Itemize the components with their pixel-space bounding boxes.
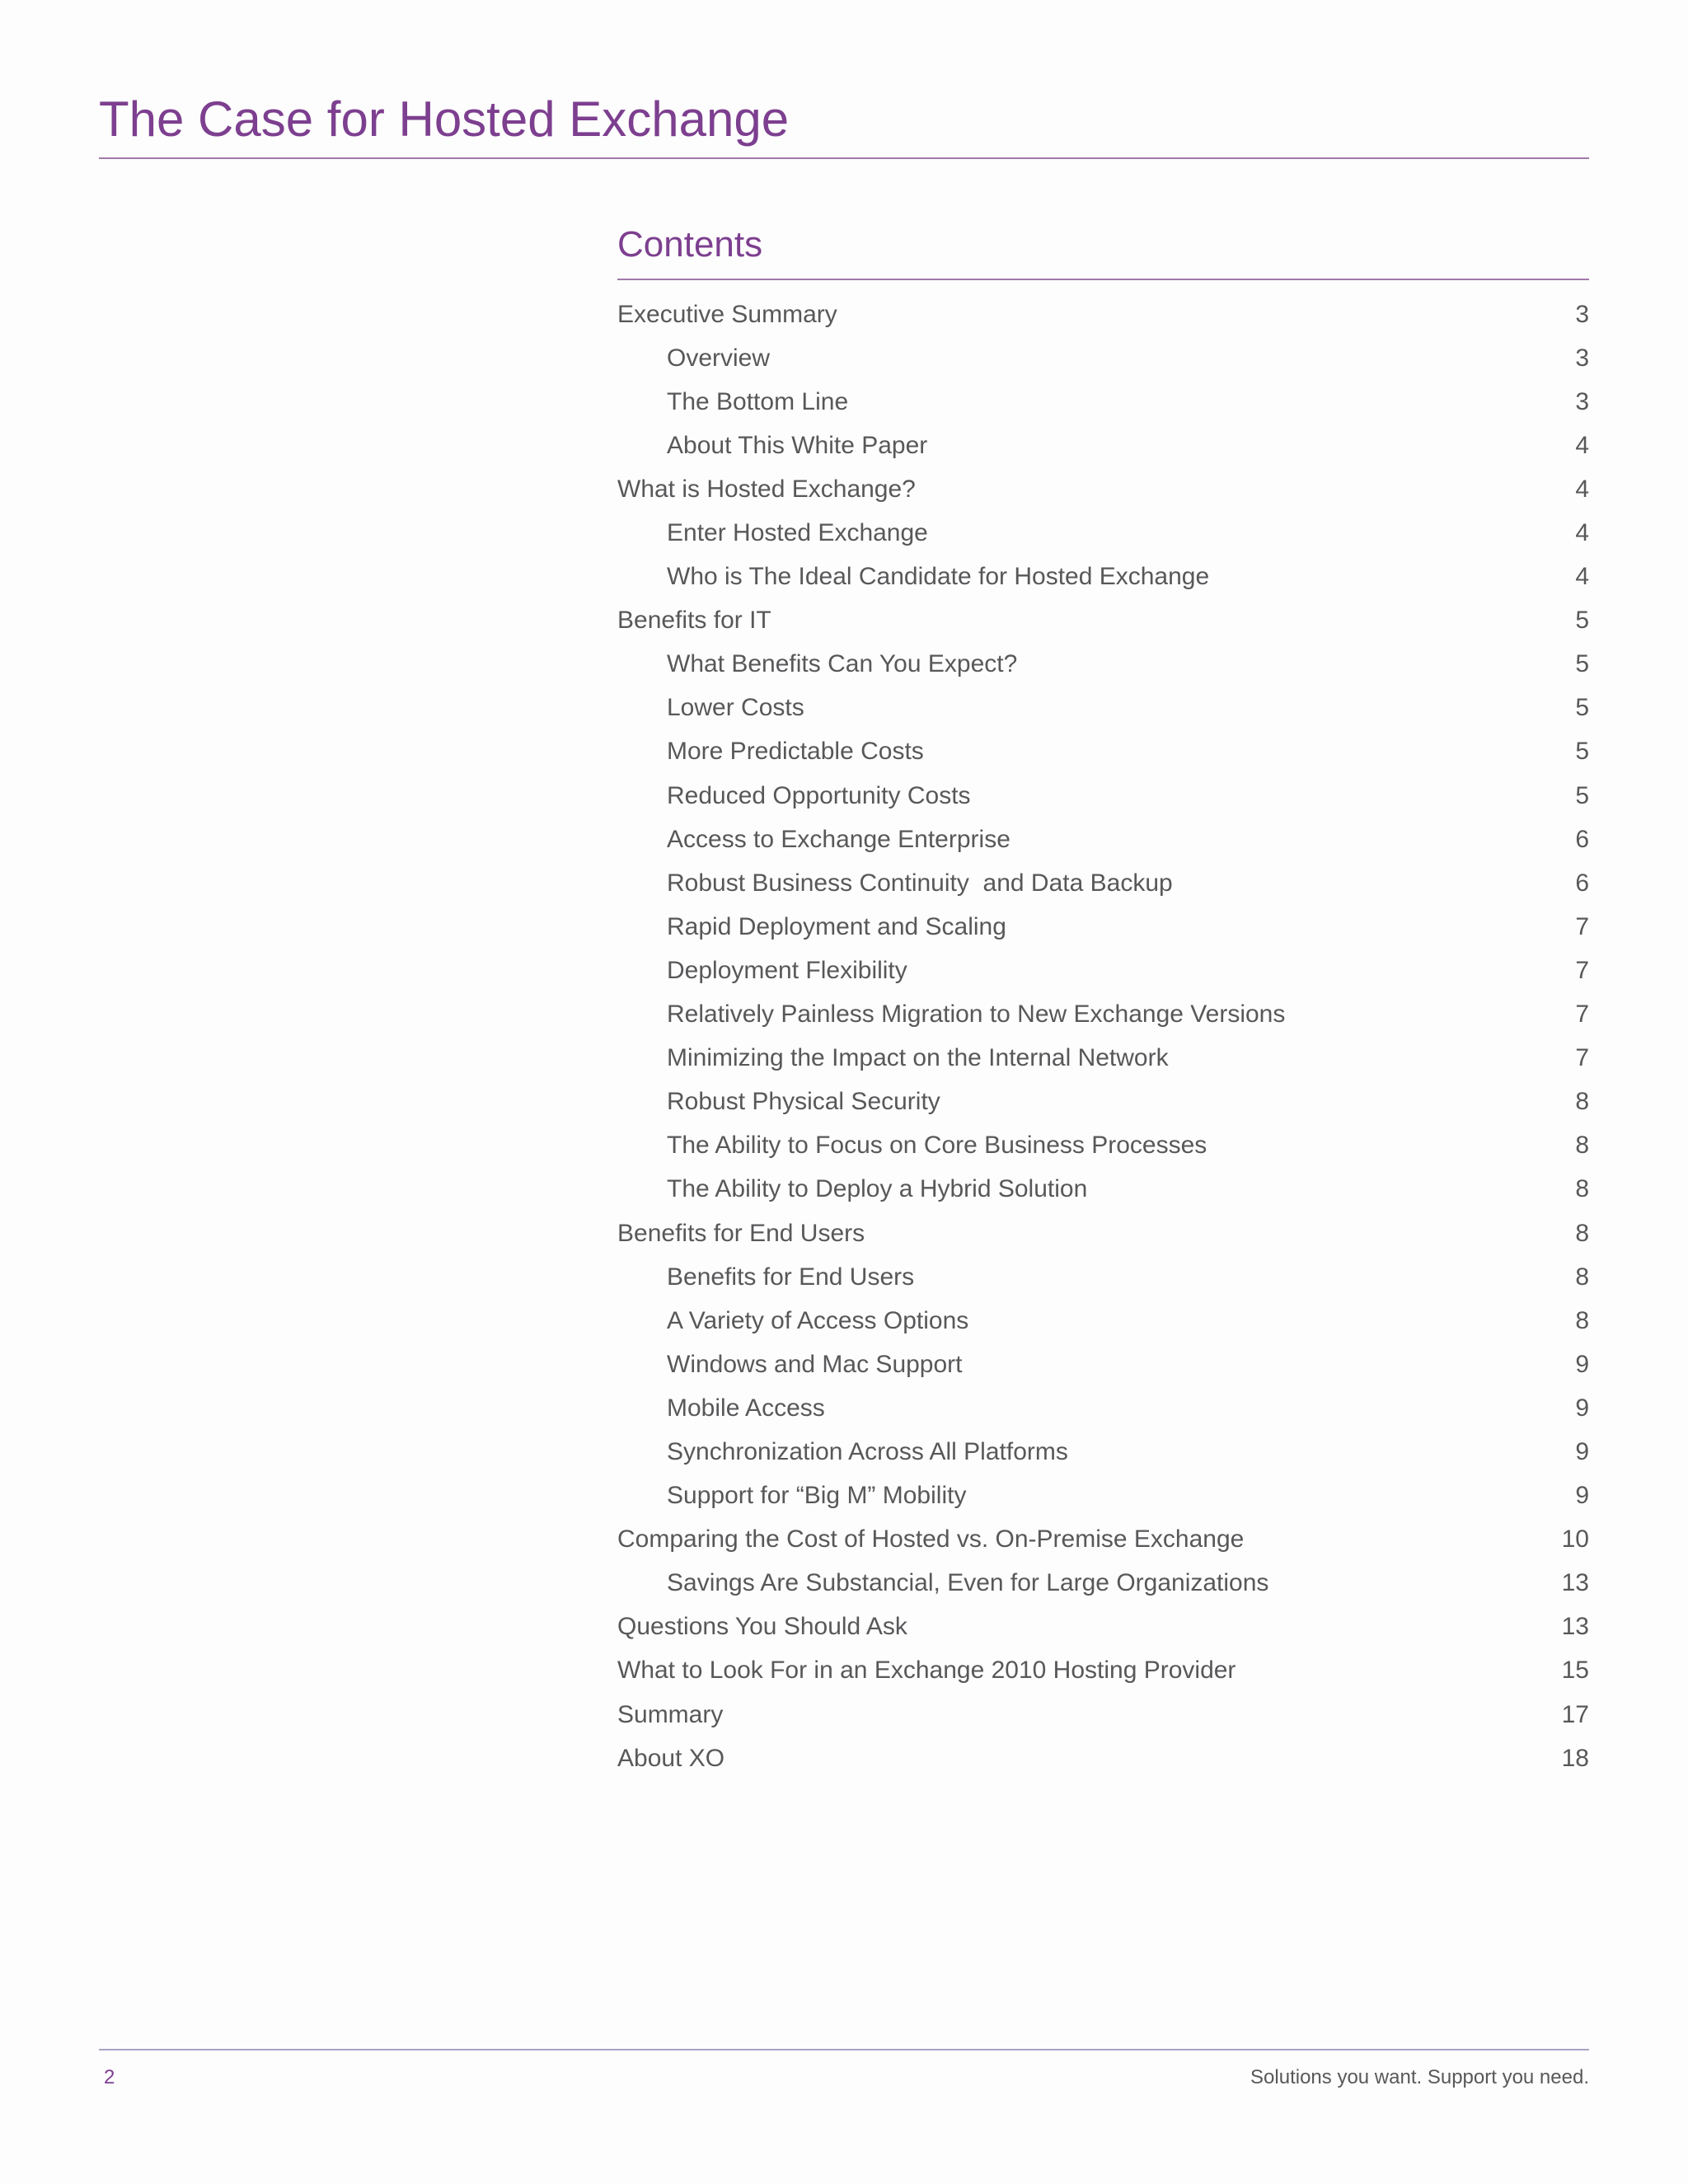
toc-entry[interactable]	[617, 1168, 1589, 1212]
toc-entry[interactable]	[617, 1299, 1589, 1343]
toc-entry-page: 4	[1575, 431, 1589, 459]
contents-heading: Contents	[617, 224, 763, 265]
toc-entry-page: 7	[1575, 1001, 1589, 1029]
toc-entry[interactable]	[617, 1518, 1589, 1562]
document-title: The Case for Hosted Exchange	[99, 91, 790, 147]
toc-entry[interactable]	[617, 1124, 1589, 1168]
toc-entry-label: Benefits for IT	[617, 607, 771, 635]
toc-entry[interactable]	[617, 1736, 1589, 1780]
toc-entry-page: 6	[1575, 825, 1589, 853]
toc-entry[interactable]	[617, 467, 1589, 511]
toc-entry-label: Summary	[617, 1700, 724, 1728]
toc-entry-page: 7	[1575, 912, 1589, 940]
toc-entry[interactable]	[617, 1255, 1589, 1299]
toc-entry-page: 4	[1575, 475, 1589, 503]
toc-entry-label: Who is The Ideal Candidate for Hosted Exchange	[667, 563, 1210, 591]
toc-entry[interactable]	[617, 511, 1589, 555]
toc-entry-label: Robust Business Continuity and Data Backup	[667, 869, 1173, 897]
toc-entry-page: 4	[1575, 563, 1589, 591]
toc-entry[interactable]	[617, 861, 1589, 905]
toc-entry[interactable]	[617, 1212, 1589, 1255]
toc-entry[interactable]	[617, 905, 1589, 949]
toc-entry-label: Overview	[667, 344, 771, 372]
toc-entry-page: 9	[1575, 1437, 1589, 1465]
toc-entry[interactable]	[617, 555, 1589, 599]
toc-entry-page: 9	[1575, 1482, 1589, 1510]
toc-entry-label: What Benefits Can You Expect?	[667, 650, 1018, 678]
toc-entry-page: 5	[1575, 781, 1589, 809]
toc-entry-label: Mobile Access	[667, 1394, 825, 1422]
toc-entry[interactable]	[617, 424, 1589, 467]
toc-entry[interactable]	[617, 1693, 1589, 1736]
toc-entry-page: 9	[1575, 1350, 1589, 1378]
toc-entry[interactable]	[617, 599, 1589, 643]
toc-entry-page: 5	[1575, 694, 1589, 722]
toc-entry-page: 7	[1575, 1044, 1589, 1072]
toc-entry-page: 6	[1575, 869, 1589, 897]
toc-entry-page: 4	[1575, 519, 1589, 547]
toc-entry-label: Windows and Mac Support	[667, 1350, 963, 1378]
toc-entry-label: More Predictable Costs	[667, 738, 924, 766]
toc-entry-label: About XO	[617, 1744, 725, 1772]
toc-entry-label: Executive Summary	[617, 300, 837, 328]
toc-entry-page: 8	[1575, 1219, 1589, 1247]
toc-entry-page: 3	[1575, 387, 1589, 415]
toc-entry[interactable]	[617, 1386, 1589, 1430]
toc-entry[interactable]	[617, 730, 1589, 774]
toc-entry[interactable]	[617, 1474, 1589, 1518]
toc-entry[interactable]	[617, 774, 1589, 818]
toc-entry-label: What to Look For in an Exchange 2010 Hosting Provider	[617, 1657, 1236, 1685]
toc-entry-label: The Ability to Deploy a Hybrid Solution	[667, 1175, 1088, 1203]
toc-entry-label: Access to Exchange Enterprise	[667, 825, 1010, 853]
page-number: 2	[104, 2066, 115, 2088]
toc-entry-label: Benefits for End Users	[617, 1219, 865, 1247]
toc-entry-page: 8	[1575, 1263, 1589, 1291]
toc-entry[interactable]	[617, 1562, 1589, 1605]
toc-entry-page: 13	[1561, 1569, 1589, 1597]
toc-entry-page: 8	[1575, 1306, 1589, 1334]
toc-entry[interactable]	[617, 1080, 1589, 1124]
toc-entry-label: Enter Hosted Exchange	[667, 519, 928, 547]
toc-entry-label: The Ability to Focus on Core Business Processes	[667, 1132, 1207, 1160]
title-divider	[99, 157, 1589, 159]
toc-entry[interactable]	[617, 643, 1589, 687]
toc-entry-label: A Variety of Access Options	[667, 1306, 969, 1334]
toc-entry-label: Relatively Painless Migration to New Exchange Versions	[667, 1001, 1286, 1029]
toc-entry-label: Questions You Should Ask	[617, 1613, 907, 1641]
toc-entry-page: 8	[1575, 1175, 1589, 1203]
toc-entry-page: 5	[1575, 650, 1589, 678]
toc-list	[617, 293, 1589, 1780]
toc-entry-label: Lower Costs	[667, 694, 804, 722]
toc-entry[interactable]	[617, 1343, 1589, 1386]
toc-entry-label: Savings Are Substancial, Even for Large Organizations	[667, 1569, 1269, 1597]
toc-entry-label: Reduced Opportunity Costs	[667, 781, 971, 809]
toc-entry-label: Deployment Flexibility	[667, 956, 907, 984]
toc-entry[interactable]	[617, 1037, 1589, 1080]
footer-divider	[99, 2049, 1589, 2050]
toc-entry-label: What is Hosted Exchange?	[617, 475, 916, 503]
toc-entry-page: 8	[1575, 1088, 1589, 1116]
toc-entry-label: Synchronization Across All Platforms	[667, 1437, 1068, 1465]
toc-entry[interactable]	[617, 1649, 1589, 1693]
toc-entry-page: 9	[1575, 1394, 1589, 1422]
toc-entry[interactable]	[617, 293, 1589, 336]
toc-entry-page: 8	[1575, 1132, 1589, 1160]
toc-entry-page: 10	[1561, 1526, 1589, 1554]
toc-entry-page: 13	[1561, 1613, 1589, 1641]
toc-entry[interactable]	[617, 336, 1589, 380]
toc-entry[interactable]	[617, 1430, 1589, 1474]
toc-entry-page: 5	[1575, 738, 1589, 766]
toc-entry-label: Minimizing the Impact on the Internal Network	[667, 1044, 1169, 1072]
toc-entry-label: Support for “Big M” Mobility	[667, 1482, 967, 1510]
toc-entry[interactable]	[617, 380, 1589, 424]
toc-entry-label: Rapid Deployment and Scaling	[667, 912, 1006, 940]
toc-entry[interactable]	[617, 818, 1589, 861]
toc-entry-label: Robust Physical Security	[667, 1088, 940, 1116]
toc-entry-label: The Bottom Line	[667, 387, 849, 415]
toc-entry[interactable]	[617, 993, 1589, 1037]
toc-entry-page: 5	[1575, 607, 1589, 635]
toc-entry[interactable]	[617, 949, 1589, 992]
toc-entry-page: 18	[1561, 1744, 1589, 1772]
table-of-contents	[617, 216, 1589, 1780]
toc-entry-page: 7	[1575, 956, 1589, 984]
toc-entry[interactable]	[617, 687, 1589, 730]
toc-entry-page: 3	[1575, 300, 1589, 328]
footer-tagline: Solutions you want. Support you need.	[1250, 2066, 1589, 2088]
toc-entry-label: Comparing the Cost of Hosted vs. On-Premise Exchange	[617, 1526, 1245, 1554]
toc-entry-page: 15	[1561, 1657, 1589, 1685]
toc-entry-label: About This White Paper	[667, 431, 928, 459]
contents-divider	[617, 279, 1589, 280]
toc-entry-page: 17	[1561, 1700, 1589, 1728]
toc-entry-label: Benefits for End Users	[667, 1263, 915, 1291]
toc-entry[interactable]	[617, 1605, 1589, 1649]
toc-entry-page: 3	[1575, 344, 1589, 372]
